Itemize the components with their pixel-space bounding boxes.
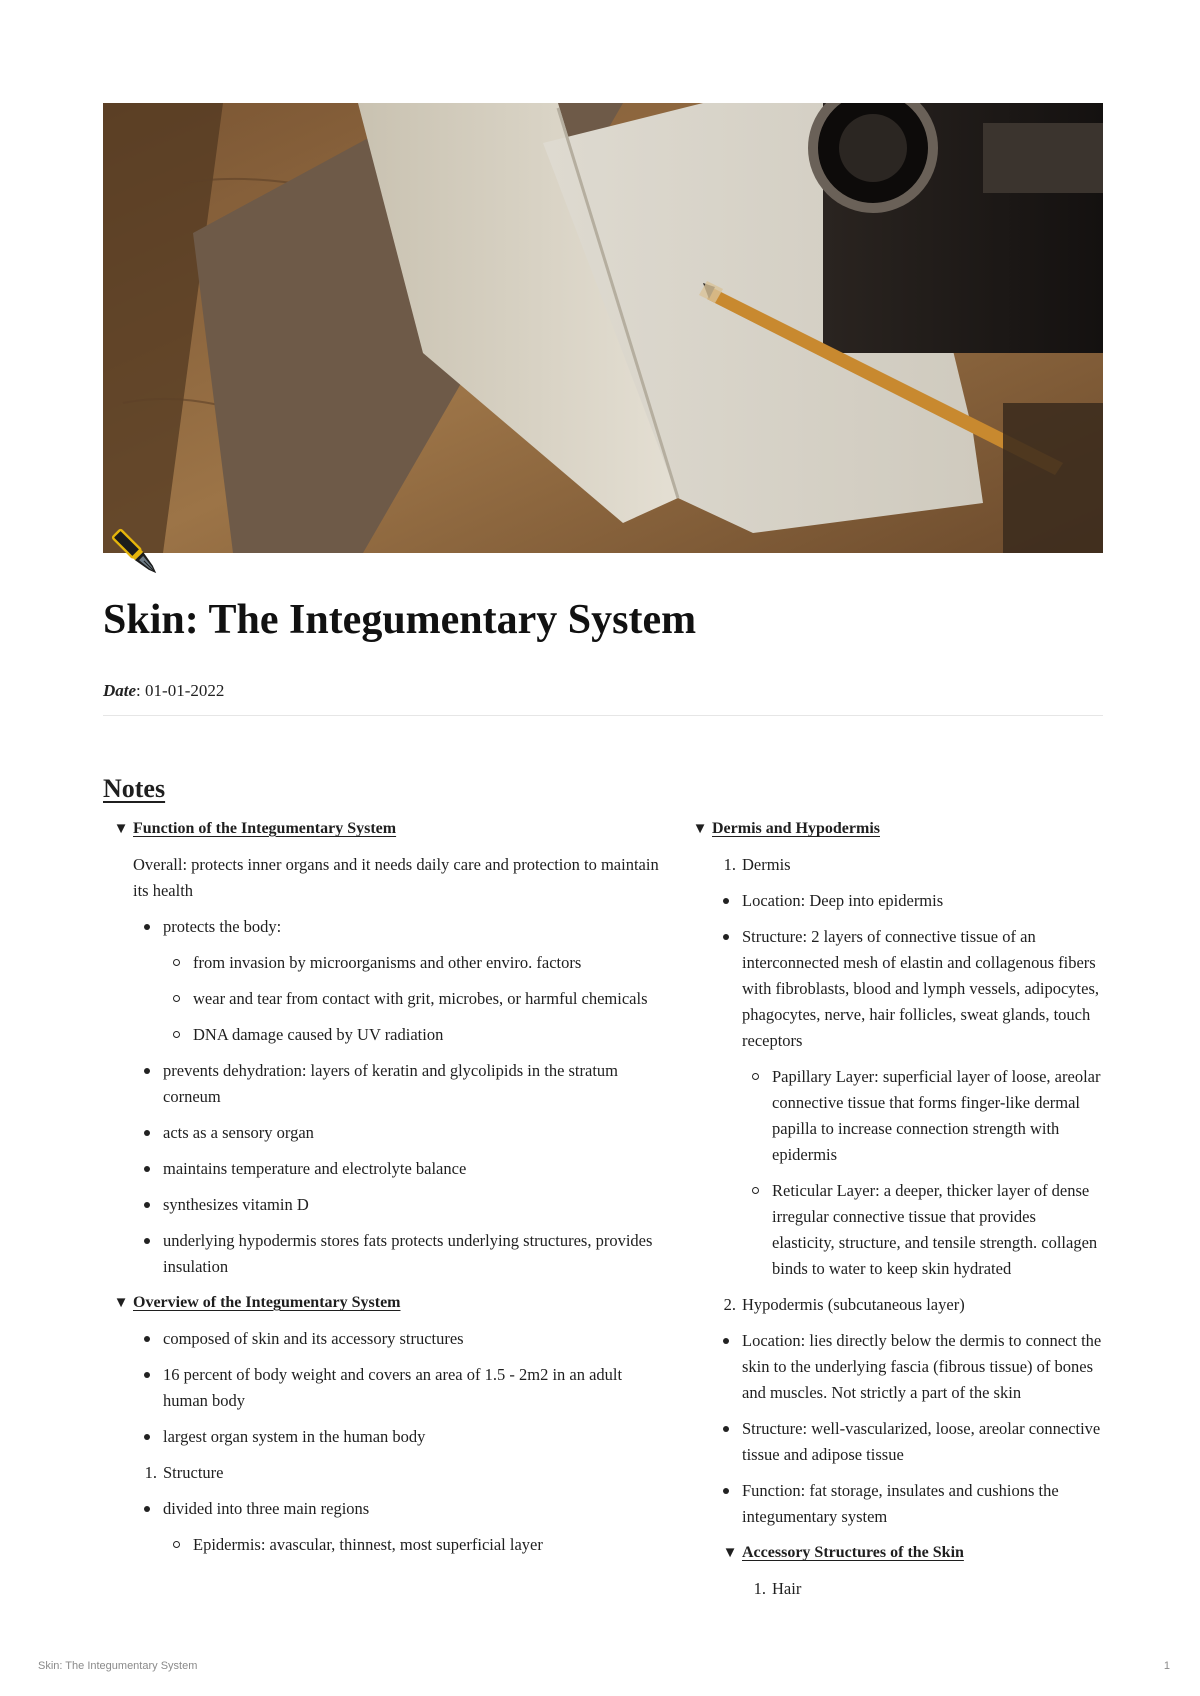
list-item: divided into three main regions <box>133 1496 663 1522</box>
left-column <box>103 816 663 1568</box>
list-item: acts as a sensory organ <box>133 1120 663 1146</box>
toggle-body <box>682 852 1102 1602</box>
list-item: Papillary Layer: superficial layer of loose, areolar connective tissue that forms finger-like dermal papilla to increase connection strength with epidermis <box>742 1064 1102 1168</box>
bullet-list <box>133 1326 663 1450</box>
toggle-accessory[interactable] <box>712 1540 1102 1566</box>
cover-photo-graphic <box>103 103 1103 553</box>
toggle-body <box>712 1576 1102 1602</box>
bullet-icon <box>144 1202 150 1208</box>
bullet-icon <box>144 1166 150 1172</box>
bullet-icon <box>144 1068 150 1074</box>
list-item: Location: Deep into epidermis <box>712 888 1102 914</box>
toggle-body <box>103 852 663 1280</box>
numbered-item: 1. Dermis <box>723 855 791 874</box>
list-item: Function: fat storage, insulates and cushions the integumentary system <box>712 1478 1102 1530</box>
list-item: Structure: well-vascularized, loose, areolar connective tissue and adipose tissue <box>712 1416 1102 1468</box>
numbered-list <box>133 1460 663 1486</box>
sub-bullet-list <box>712 1064 1102 1282</box>
triangle-down-icon[interactable]: ▼ <box>113 821 129 837</box>
list-item: composed of skin and its accessory structures <box>133 1326 663 1352</box>
bullet-list <box>133 1058 663 1280</box>
bullet-icon <box>144 1506 150 1512</box>
divider <box>103 715 1103 716</box>
bullet-list <box>133 914 663 940</box>
date-property-value: 01-01-2022 <box>145 681 225 700</box>
bullet-list <box>712 888 1102 1054</box>
circle-bullet-icon <box>752 1187 759 1194</box>
toggle-heading[interactable]: Overview of the Integumentary System <box>133 1294 401 1311</box>
numbered-list <box>712 852 1102 878</box>
list-item: DNA damage caused by UV radiation <box>163 1022 663 1048</box>
bullet-icon <box>144 1434 150 1440</box>
bullet-list <box>133 1496 663 1522</box>
list-item: Location: lies directly below the dermis to connect the skin to the underlying fascia (fibrous tissue) of bones and muscles. Not strictly a part of the skin <box>712 1328 1102 1406</box>
list-item: prevents dehydration: layers of keratin and glycolipids in the stratum corneum <box>133 1058 663 1110</box>
bullet-icon <box>144 1130 150 1136</box>
numbered-list <box>712 1292 1102 1318</box>
toggle-heading[interactable]: Function of the Integumentary System <box>133 820 397 837</box>
numbered-item: 1. Hair <box>753 1579 802 1598</box>
bullet-icon <box>723 1426 729 1432</box>
toggle-dermis[interactable] <box>682 816 1102 842</box>
cover-image <box>103 103 1103 553</box>
list-item: 16 percent of body weight and covers an area of 1.5 - 2m2 in an adult human body <box>133 1362 663 1414</box>
bullet-icon <box>723 1488 729 1494</box>
list-item: underlying hypodermis stores fats protects underlying structures, provides insulation <box>133 1228 663 1280</box>
list-item: synthesizes vitamin D <box>133 1192 663 1218</box>
triangle-down-icon[interactable]: ▼ <box>113 1295 129 1311</box>
bullet-icon <box>723 934 729 940</box>
numbered-item: 1. Structure <box>144 1463 224 1482</box>
numbered-list <box>742 1576 1102 1602</box>
sub-bullet-list <box>133 950 663 1048</box>
bullet-icon <box>144 1372 150 1378</box>
circle-bullet-icon <box>173 959 180 966</box>
list-item: Epidermis: avascular, thinnest, most superficial layer <box>163 1532 663 1558</box>
list-item: Structure: 2 layers of connective tissue of an interconnected mesh of elastin and collagenous fibers with fibroblasts, blood and lymph vessels, adipocytes, phagocytes, nerve, hair follicles, sweat glands, touch receptors <box>712 924 1102 1054</box>
toggle-function[interactable] <box>103 816 663 842</box>
circle-bullet-icon <box>752 1073 759 1080</box>
bullet-icon <box>144 1238 150 1244</box>
triangle-down-icon[interactable]: ▼ <box>722 1545 738 1561</box>
circle-bullet-icon <box>173 995 180 1002</box>
bullet-icon <box>144 924 150 930</box>
bullet-icon <box>144 1336 150 1342</box>
paragraph: Overall: protects inner organs and it needs daily care and protection to maintain its health <box>133 855 659 900</box>
numbered-item: 2. Hypodermis (subcutaneous layer) <box>723 1295 965 1314</box>
footer-title: Skin: The Integumentary System <box>38 1660 198 1672</box>
date-property: Date: 01-01-2022 <box>103 681 225 700</box>
list-item: protects the body: <box>133 914 663 940</box>
list-item: wear and tear from contact with grit, microbes, or harmful chemicals <box>163 986 663 1012</box>
right-column <box>682 816 1102 1612</box>
footer-page-number: 1 <box>1163 1660 1170 1672</box>
list-item: maintains temperature and electrolyte balance <box>133 1156 663 1182</box>
list-item: Reticular Layer: a deeper, thicker layer of dense irregular connective tissue that provides elasticity, structure, and tensile strength. collagen binds to water to keep skin hydrated <box>742 1178 1102 1282</box>
circle-bullet-icon <box>173 1031 180 1038</box>
circle-bullet-icon <box>173 1541 180 1548</box>
list-item: largest organ system in the human body <box>133 1424 663 1450</box>
toggle-heading[interactable]: Accessory Structures of the Skin <box>742 1544 964 1561</box>
notes-heading: Notes <box>103 774 166 803</box>
sub-bullet-list <box>133 1532 663 1558</box>
toggle-body <box>103 1326 663 1558</box>
date-property-key: Date <box>103 681 137 700</box>
page-title: Skin: The Integumentary System <box>103 597 697 643</box>
list-item: from invasion by microorganisms and other enviro. factors <box>163 950 663 976</box>
bullet-icon <box>723 1338 729 1344</box>
fountain-pen-icon <box>106 523 168 585</box>
toggle-heading[interactable]: Dermis and Hypodermis <box>712 820 880 837</box>
triangle-down-icon[interactable]: ▼ <box>692 821 708 837</box>
bullet-icon <box>723 898 729 904</box>
toggle-overview[interactable] <box>103 1290 663 1316</box>
bullet-list <box>712 1328 1102 1530</box>
